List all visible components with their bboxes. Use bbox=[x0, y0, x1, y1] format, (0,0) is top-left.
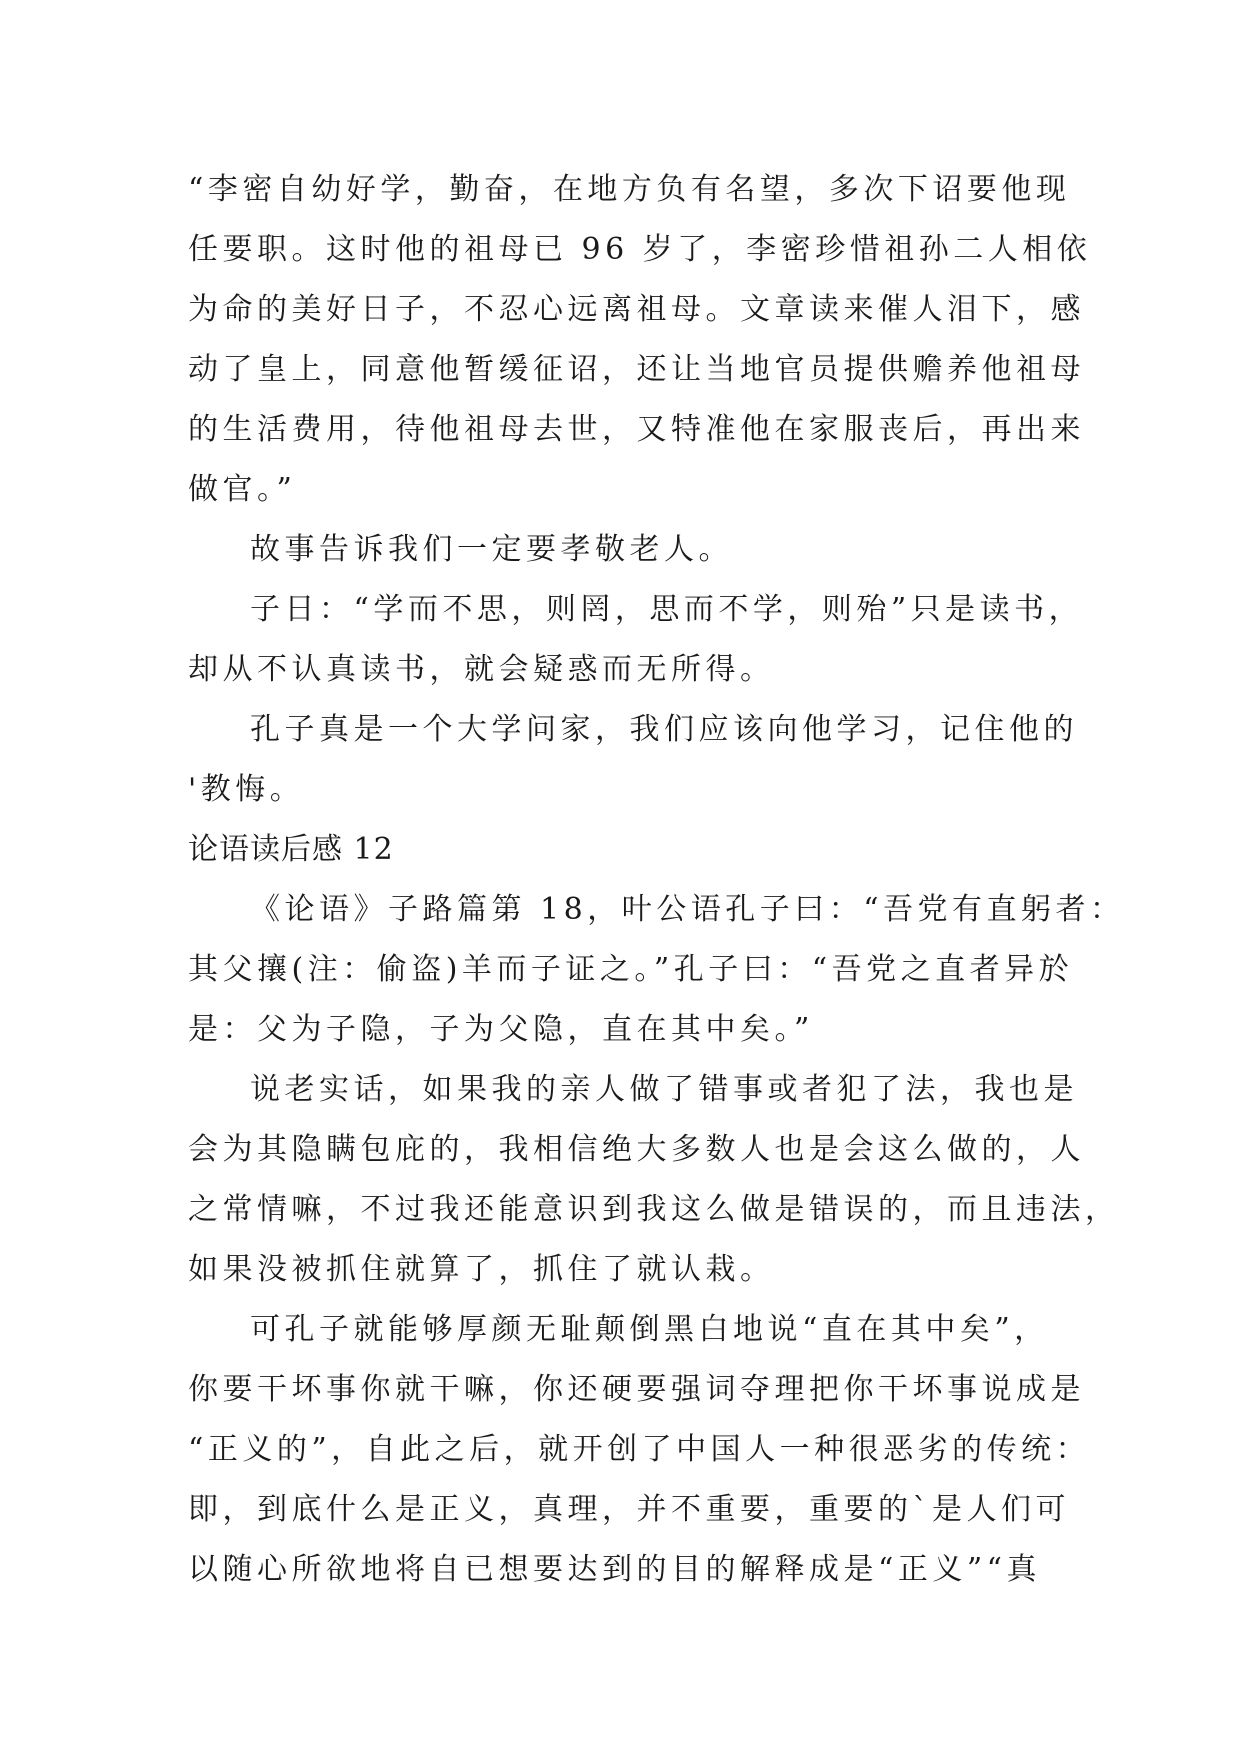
paragraph-start-line: 故事告诉我们一定要孝敬老人。 bbox=[250, 532, 733, 567]
text-line: “李密自幼好学，勤奋，在地方负有名望，多次下诏要他现 bbox=[188, 172, 1071, 207]
text-line: 你要干坏事你就干嘛，你还硬要强词夺理把你干坏事说成是 bbox=[188, 1372, 1085, 1407]
text-line: '教悔。 bbox=[188, 772, 305, 807]
document-page bbox=[188, 160, 1125, 1600]
paragraph-start-line: 说老实话，如果我的亲人做了错事或者犯了法，我也是 bbox=[250, 1072, 1078, 1107]
text-line: 为命的美好日子，不忍心远离祖母。文章读来催人泪下，感 bbox=[188, 292, 1085, 327]
paragraph-start-line: 可孔子就能够厚颜无耻颠倒黑白地说“直在其中矣”， bbox=[250, 1312, 1049, 1347]
text-line: 会为其隐瞒包庇的，我相信绝大多数人也是会这么做的，人 bbox=[188, 1132, 1085, 1167]
text-line: 之常情嘛，不过我还能意识到我这么做是错误的，而且违法， bbox=[188, 1192, 1120, 1227]
text-line: 是：父为子隐，子为父隐，直在其中矣。” bbox=[188, 1012, 814, 1047]
text-line: 却从不认真读书，就会疑惑而无所得。 bbox=[188, 652, 775, 687]
text-line: “正义的”，自此之后，就开创了中国人一种很恶劣的传统： bbox=[188, 1432, 1091, 1467]
paragraph-start-line: 《论语》子路篇第 18，叶公语孔子曰：“吾党有直躬者： bbox=[250, 892, 1125, 927]
paragraph-start-line: 孔子真是一个大学问家，我们应该向他学习，记住他的 bbox=[250, 712, 1078, 747]
text-line: 其父攘(注：偷盗)羊而子证之。”孔子曰：“吾党之直者异於 bbox=[188, 952, 1074, 987]
paragraph-start-line: 子日：“学而不思，则罔，思而不学，则殆”只是读书， bbox=[250, 592, 1084, 627]
text-line: 任要职。这时他的祖母已 96 岁了，李密珍惜祖孙二人相依 bbox=[188, 232, 1092, 267]
text-line: 的生活费用，待他祖母去世，又特准他在家服丧后，再出来 bbox=[188, 412, 1085, 447]
section-heading: 论语读后感 12 bbox=[188, 832, 394, 867]
text-line: 做官。” bbox=[188, 472, 297, 507]
text-line: 即，到底什么是正义，真理，并不重要，重要的`是人们可 bbox=[188, 1492, 1070, 1527]
text-line: 如果没被抓住就算了，抓住了就认栽。 bbox=[188, 1252, 775, 1287]
text-line: 动了皇上，同意他暂缓征诏，还让当地官员提供赡养他祖母 bbox=[188, 352, 1085, 387]
text-line: 以随心所欲地将自已想要达到的目的解释成是“正义”“真 bbox=[188, 1552, 1042, 1587]
